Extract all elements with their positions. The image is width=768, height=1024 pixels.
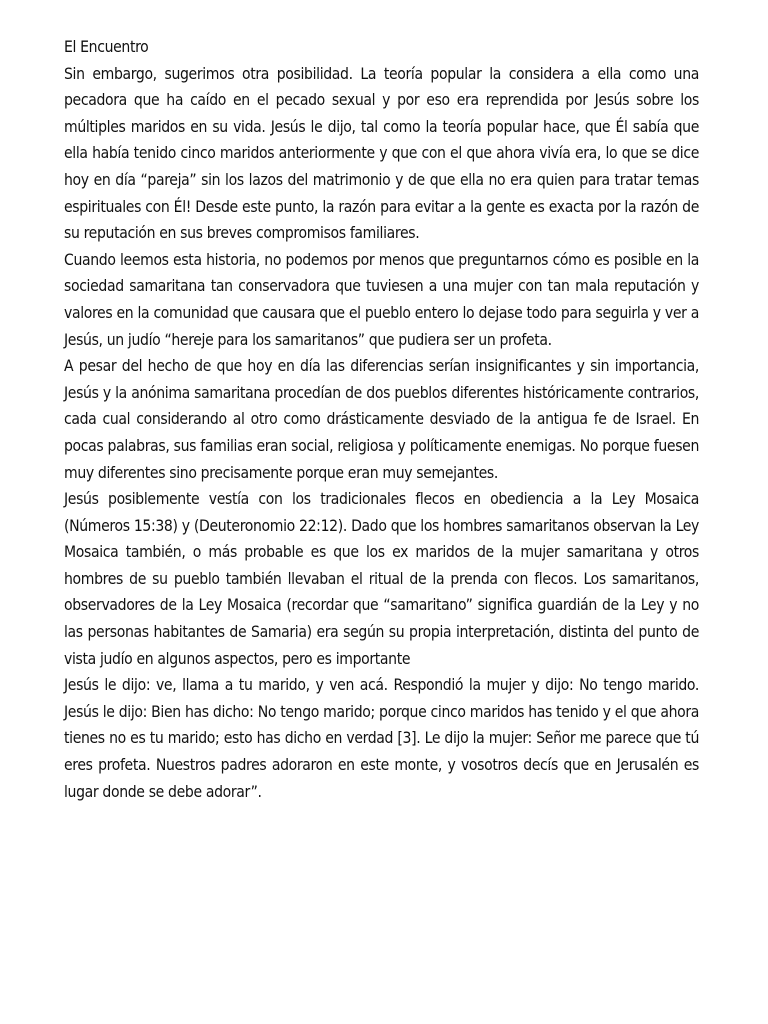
paragraph-3: A pesar del hecho de que hoy en día las diferencias serían insignificantes y sin importancia, Jesús y la anónima samaritana procedían de dos pueblos diferentes históricamente contrarios, cada cual considerando al otro como drásticamente desviado de la antigua fe de Israel. En pocas palabras, sus familias eran social, religiosa y políticamente enemigas. No porque fuesen muy diferentes sino precisamente porque eran muy semejantes. bbox=[64, 357, 699, 482]
paragraph-1: Sin embargo, sugerimos otra posibilidad. La teoría popular la considera a ella como una pecadora que ha caído en el pecado sexual y por eso era reprendida por Jesús sobre los múltiples maridos en su vida. Jesús le dijo, tal como la teoría popular hace, que Él sabía que ella había tenido cinco maridos anteriormente y que con el que ahora vivía era, lo que se dice hoy en día “pareja” sin los lazos del matrimonio y de que ella no era quien para tratar temas espirituales con Él! Desde este punto, la razón para evitar a la gente es exacta por la razón de su reputación en sus breves compromisos familiares. bbox=[64, 64, 699, 243]
document-title: El Encuentro bbox=[64, 38, 149, 56]
document-page bbox=[64, 34, 699, 805]
paragraph-2: Cuando leemos esta historia, no podemos por menos que preguntarnos cómo es posible en la sociedad samaritana tan conservadora que tuviesen a una mujer con tan mala reputación y valores en la comunidad que causara que el pueblo entero lo dejase todo para seguirla y ver a Jesús, un judío “hereje para los samaritanos” que pudiera ser un profeta. bbox=[64, 250, 699, 349]
paragraph-5: Jesús le dijo: ve, llama a tu marido, y ven acá. Respondió la mujer y dijo: No tengo marido. Jesús le dijo: Bien has dicho: No tengo marido; porque cinco maridos has tenido y el que ahora tienes no es tu marido; esto has dicho en verdad [3]. Le dijo la mujer: Señor me parece que tú eres profeta. Nuestros padres adoraron en este monte, y vosotros decís que en Jerusalén es lugar donde se debe adorar”. bbox=[64, 676, 699, 801]
paragraph-4: Jesús posiblemente vestía con los tradicionales flecos en obediencia a la Ley Mosaica (Números 15:38) y (Deuteronomio 22:12). Dado que los hombres samaritanos observan la Ley Mosaica también, o más probable es que los ex maridos de la mujer samaritana y otros hombres de su pueblo también llevaban el ritual de la prenda con flecos. Los samaritanos, observadores de la Ley Mosaica (recordar que “samaritano” significa guardián de la Ley y no las personas habitantes de Samaria) era según su propia interpretación, distinta del punto de vista judío en algunos aspectos, pero es importante bbox=[64, 490, 699, 668]
